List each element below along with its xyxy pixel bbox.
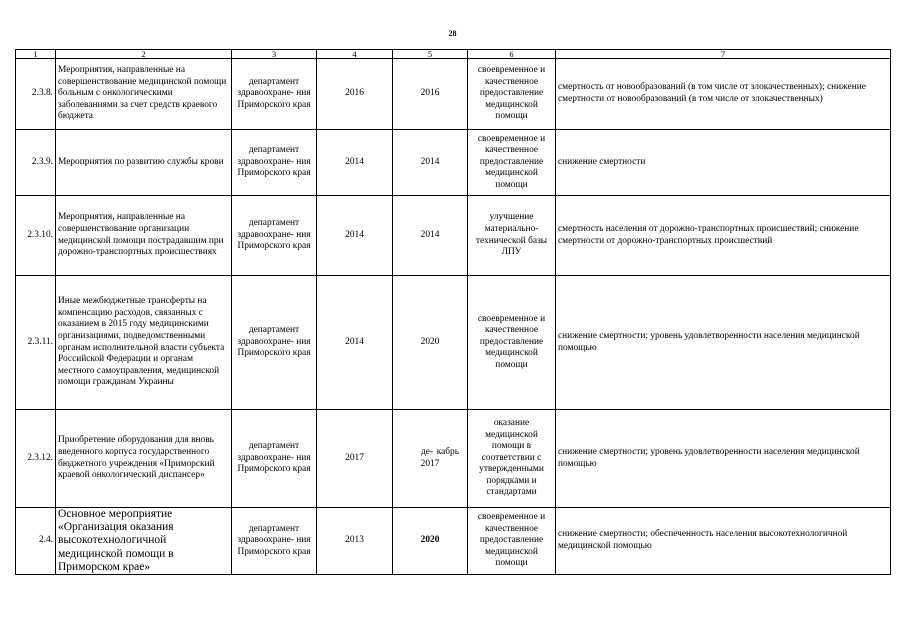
item-number: 2.4.: [16, 508, 56, 575]
end-date: [393, 410, 468, 508]
start-year: 2017: [317, 410, 393, 508]
column-header: 7: [556, 50, 891, 59]
column-header: 1: [16, 50, 56, 59]
table-row: [16, 276, 891, 410]
end-year: 2020: [393, 508, 468, 575]
table-row: [16, 508, 891, 575]
measure-name: Мероприятия, направленные на совершенствование медицинской помощи больным с онкологическими заболеваниями за счет средств краевого бюджета: [56, 59, 232, 130]
item-number: 2.3.10.: [16, 196, 56, 276]
item-number: 2.3.8.: [16, 59, 56, 130]
measure-name: Мероприятия по развитию службы крови: [56, 130, 232, 196]
column-header: 6: [468, 50, 556, 59]
table-row: [16, 130, 891, 196]
expected-result: своевременное и качественное предоставление медицинской помощи: [468, 59, 556, 130]
end-year: 2014: [393, 130, 468, 196]
start-year: 2013: [317, 508, 393, 575]
end-month: [395, 447, 465, 459]
executor: департамент здравоохране- ния Приморского края: [232, 59, 317, 130]
executor: департамент здравоохране- ния Приморского края: [232, 196, 317, 276]
start-year: 2014: [317, 196, 393, 276]
indicators: снижение смертности; обеспеченность населения высокотехнологичной медицинской помощью: [556, 508, 891, 575]
column-header: 5: [393, 50, 468, 59]
end-month-part1: де-: [421, 446, 434, 457]
executor: департамент здравоохране- ния Приморского края: [232, 410, 317, 508]
expected-result: улучшение материально-технической базы ЛПУ: [468, 196, 556, 276]
indicators: смертность от новообразований (в том числе от злокачественных); снижение смертности от новообразований (в том числе от злокачественных): [556, 59, 891, 130]
expected-result: своевременное и качественное предоставление медицинской помощи: [468, 130, 556, 196]
expected-result: своевременное и качественное предоставление медицинской помощи: [468, 508, 556, 575]
start-year: 2014: [317, 130, 393, 196]
end-year: 2017: [420, 458, 440, 469]
table-header-row: [16, 50, 891, 59]
measure-name: Приобретение оборудования для вновь введенного корпуса государственного бюджетного учреждения «Приморский краевой онкологический диспансер»: [56, 410, 232, 508]
start-year: 2016: [317, 59, 393, 130]
item-number: 2.3.11.: [16, 276, 56, 410]
table-row: [16, 59, 891, 130]
item-number: 2.3.12.: [16, 410, 56, 508]
start-year: 2014: [317, 276, 393, 410]
indicators: снижение смертности; уровень удовлетворенности населения медицинской помощью: [556, 276, 891, 410]
indicators: снижение смертности: [556, 130, 891, 196]
measure-name: Основное мероприятие «Организация оказания высокотехнологичной медицинской помощи в Приморском крае»: [56, 508, 232, 575]
end-year: 2016: [393, 59, 468, 130]
indicators: снижение смертности; уровень удовлетворенности населения медицинской помощью: [556, 410, 891, 508]
executor: департамент здравоохране- ния Приморского края: [232, 508, 317, 575]
page-number: 28: [448, 29, 457, 38]
executor: департамент здравоохране- ния Приморского края: [232, 130, 317, 196]
column-header: 3: [232, 50, 317, 59]
column-header: 4: [317, 50, 393, 59]
end-month-part2: кабрь: [436, 446, 459, 457]
table-row: [16, 196, 891, 276]
indicators: смертность населения от дорожно-транспортных происшествий; снижение смертности от дорожно-транспортных происшествий: [556, 196, 891, 276]
expected-result: оказание медицинской помощи в соответствии с утвержденными порядками и стандартами: [468, 410, 556, 508]
end-year: 2020: [393, 276, 468, 410]
executor: департамент здравоохране- ния Приморского края: [232, 276, 317, 410]
item-number: 2.3.9.: [16, 130, 56, 196]
measure-name: Иные межбюджетные трансферты на компенсацию расходов, связанных с оказанием в 2015 году медицинскими организациями, подведомственными органам исполнительной власти субъекта Российской Федерации и органам местного самоуправления, медицинской помощи гражданам Украины: [56, 276, 232, 410]
table-row: [16, 410, 891, 508]
measure-name: Мероприятия, направленные на совершенствование организации медицинской помощи пострадавшим при дорожно-транспортных происшествиях: [56, 196, 232, 276]
expected-result: своевременное и качественное предоставление медицинской помощи: [468, 276, 556, 410]
column-header: 2: [56, 50, 232, 59]
end-year: 2014: [393, 196, 468, 276]
measures-table: [15, 49, 891, 575]
